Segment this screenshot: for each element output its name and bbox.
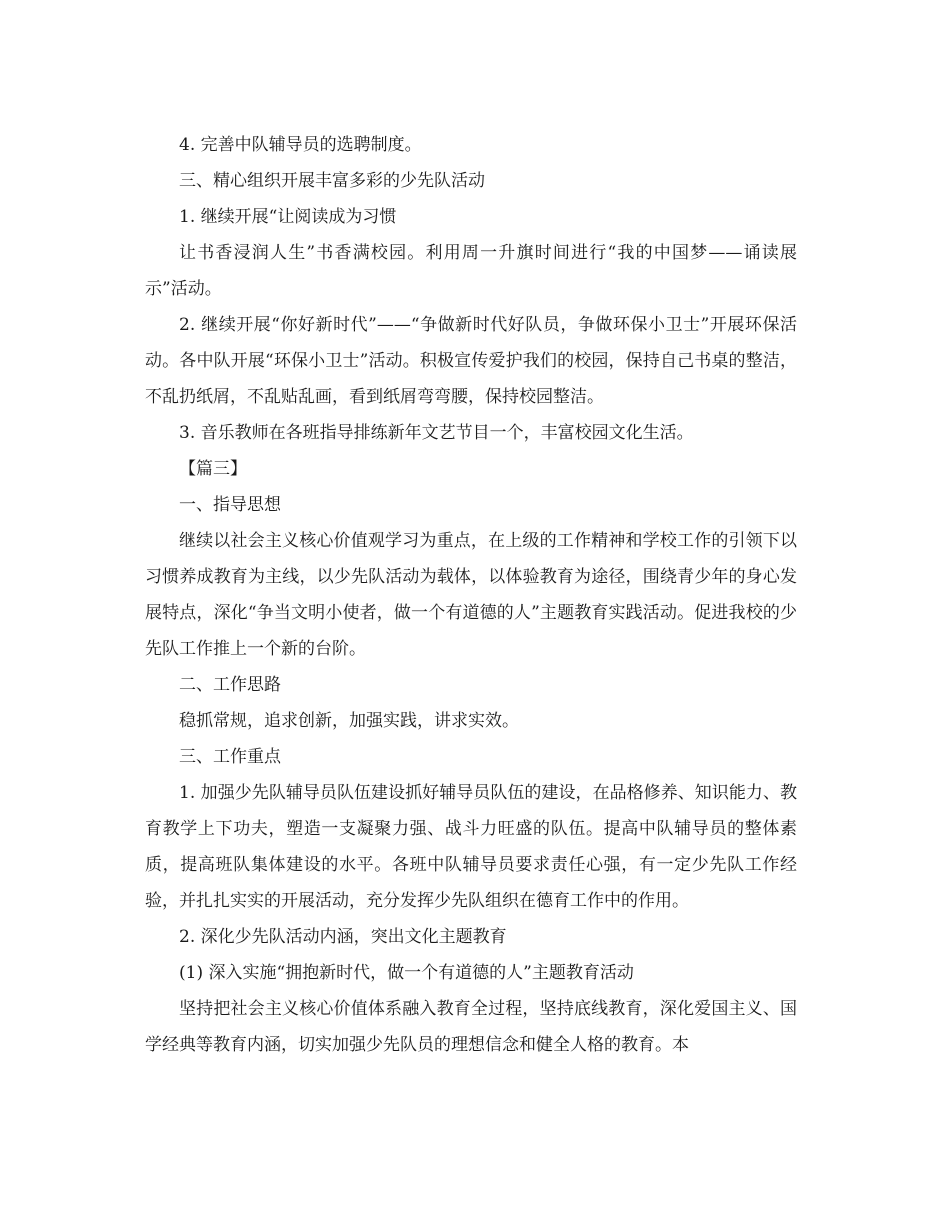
section-heading: 二、工作思路	[179, 675, 281, 695]
paragraph: 1. 继续开展“让阅读成为习惯	[179, 207, 397, 227]
section-heading: 三、精心组织开展丰富多彩的少先队活动	[179, 171, 485, 191]
document-body	[145, 127, 797, 1063]
paragraph: 3. 音乐教师在各班指导排练新年文艺节目一个，丰富校园文化生活。	[179, 423, 694, 443]
part-heading: 【篇三】	[179, 459, 247, 479]
paragraph: (1) 深入实施“拥抱新时代，做一个有道德的人”主题教育活动	[179, 963, 634, 983]
section-heading: 三、工作重点	[179, 747, 281, 767]
paragraph: 稳抓常规，追求创新，加强实践，讲求实效。	[179, 711, 519, 731]
section-heading: 一、指导思想	[179, 495, 281, 515]
paragraph: 2. 深化少先队活动内涵，突出文化主题教育	[179, 927, 507, 947]
paragraph: 4. 完善中队辅导员的选聘制度。	[179, 135, 422, 155]
paragraph: 1. 加强少先队辅导员队伍建设抓好辅导员队伍的建设，在品格修养、知识能力、教育教学上下功夫，塑造一支凝聚力强、战斗力旺盛的队伍。提高中队辅导员的整体素质，提高班队集体建设的水平。各班中队辅导员要求责任心强，有一定少先队工作经验，并扎扎实实的开展活动，充分发挥少先队组织在德育工作中的作用。	[145, 783, 797, 911]
paragraph: 坚持把社会主义核心价值体系融入教育全过程，坚持底线教育，深化爱国主义、国学经典等教育内涵，切实加强少先队员的理想信念和健全人格的教育。本	[145, 999, 797, 1055]
paragraph: 让书香浸润人生”书香满校园。利用周一升旗时间进行“我的中国梦——诵读展示”活动。	[145, 243, 797, 299]
paragraph: 2. 继续开展“你好新时代”——“争做新时代好队员，争做环保小卫士”开展环保活动。各中队开展“环保小卫士”活动。积极宣传爱护我们的校园，保持自己书桌的整洁，不乱扔纸屑，不乱贴乱画，看到纸屑弯弯腰，保持校园整洁。	[145, 315, 797, 407]
paragraph: 继续以社会主义核心价值观学习为重点，在上级的工作精神和学校工作的引领下以习惯养成教育为主线，以少先队活动为载体，以体验教育为途径，围绕青少年的身心发展特点，深化“争当文明小使者，做一个有道德的人”主题教育实践活动。促进我校的少先队工作推上一个新的台阶。	[145, 531, 797, 659]
